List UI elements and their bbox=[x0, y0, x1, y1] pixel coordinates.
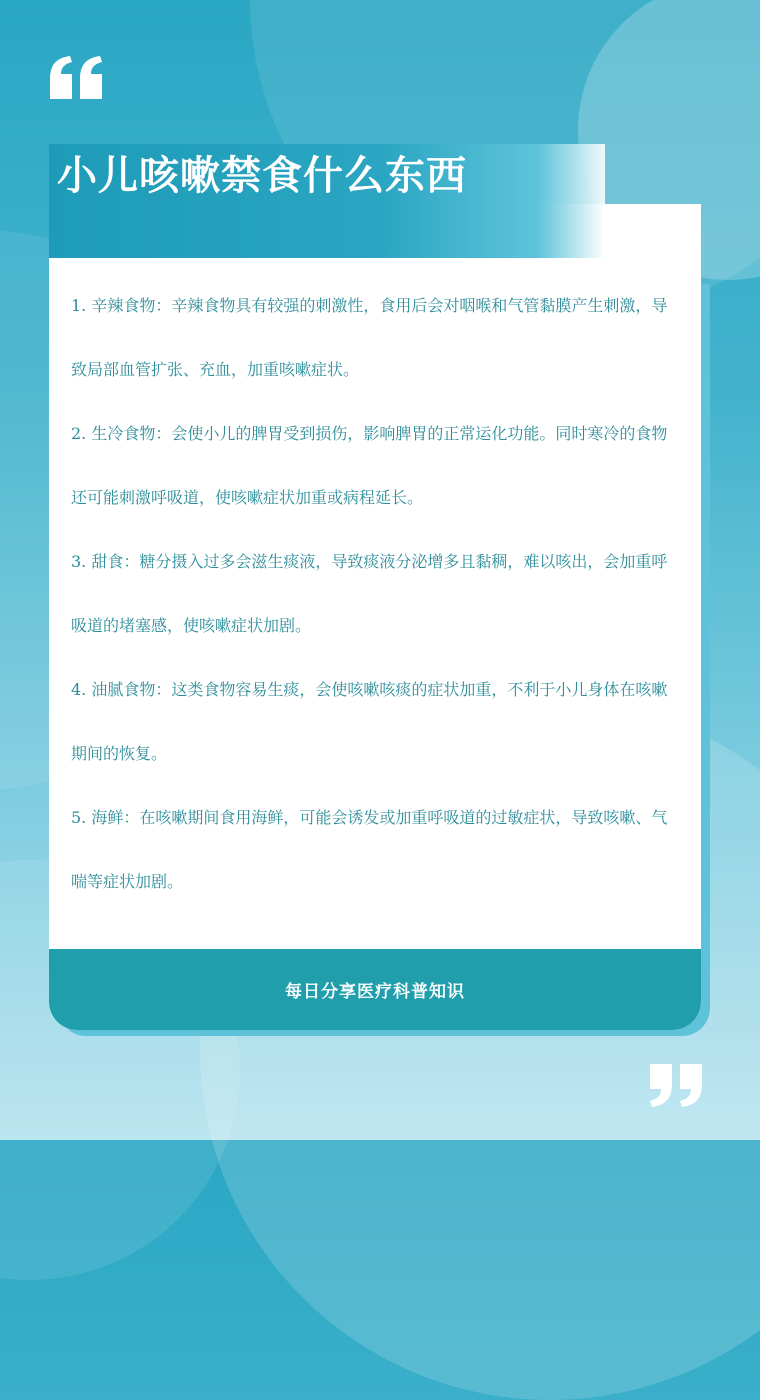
article-body bbox=[71, 274, 677, 914]
open-quote-icon bbox=[48, 55, 104, 101]
footer-bar bbox=[49, 949, 701, 1030]
footer-text: 每日分享医疗科普知识 bbox=[285, 982, 465, 1002]
list-item: 3. 甜食：糖分摄入过多会滋生痰液，导致痰液分泌增多且黏稠，难以咳出，会加重呼吸道的堵塞感，使咳嗽症状加剧。 bbox=[71, 552, 668, 635]
title-band-overlap bbox=[49, 204, 605, 258]
list-item: 5. 海鲜：在咳嗽期间食用海鲜，可能会诱发或加重呼吸道的过敏症状，导致咳嗽、气喘等症状加剧。 bbox=[71, 808, 668, 891]
list-item: 1. 辛辣食物：辛辣食物具有较强的刺激性，食用后会对咽喉和气管黏膜产生刺激，导致局部血管扩张、充血，加重咳嗽症状。 bbox=[71, 296, 668, 379]
list-item: 2. 生冷食物：会使小儿的脾胃受到损伤，影响脾胃的正常运化功能。同时寒冷的食物还可能刺激呼吸道，使咳嗽症状加重或病程延长。 bbox=[71, 424, 668, 507]
content-card bbox=[49, 204, 701, 1030]
close-quote-icon bbox=[648, 1062, 704, 1108]
page-title: 小儿咳嗽禁食什么东西 bbox=[57, 153, 467, 199]
list-item: 4. 油腻食物：这类食物容易生痰，会使咳嗽咳痰的症状加重，不利于小儿身体在咳嗽期间的恢复。 bbox=[71, 680, 668, 763]
